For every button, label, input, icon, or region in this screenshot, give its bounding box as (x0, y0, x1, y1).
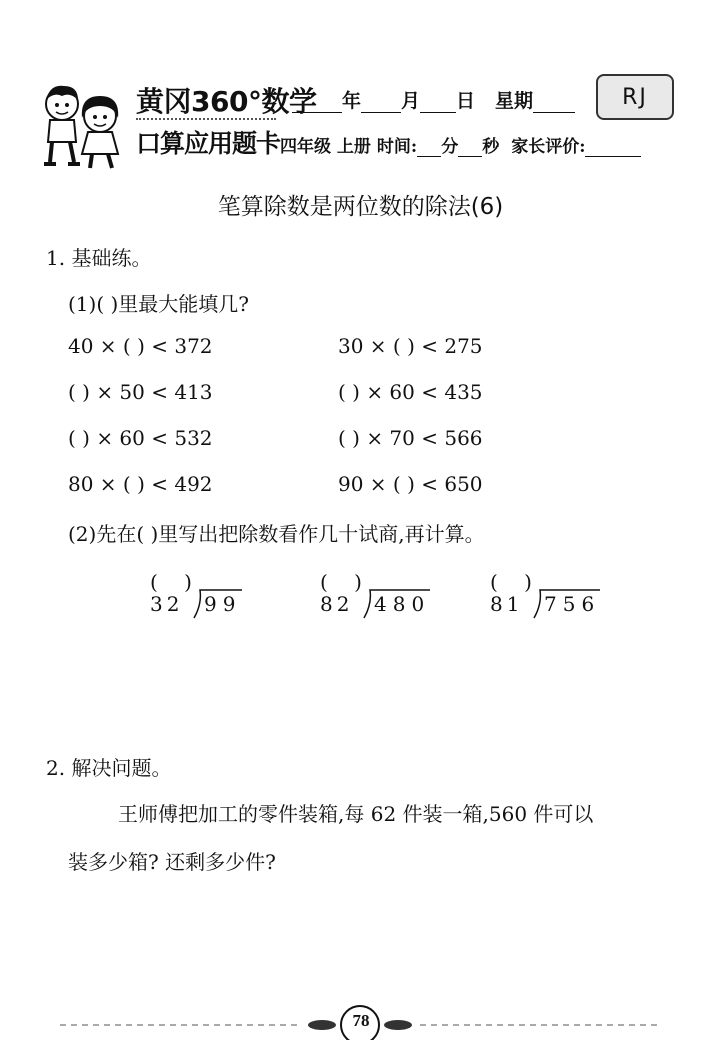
day-label: 日 (456, 90, 476, 112)
q2-problem-line1: 王师傅把加工的零件装箱,每 62 件装一箱,560 件可以 (118, 802, 594, 826)
grade-line (280, 132, 641, 157)
equation-r4-left: 80 × ( ) < 492 (68, 472, 213, 496)
year-blank[interactable] (292, 94, 342, 113)
equation-r4-right: 90 × ( ) < 650 (338, 472, 483, 496)
q1-heading: 1. 基础练。 (46, 246, 152, 270)
page-title: 笔算除数是两位数的除法(6) (217, 194, 504, 220)
month-label: 月 (401, 90, 421, 112)
quotient-paren[interactable]: ( ) (150, 570, 202, 594)
weekday-blank[interactable] (533, 94, 575, 113)
second-label: 秒 (482, 137, 500, 157)
edition-badge: RJ (596, 74, 674, 120)
grade-label: 四年级 上册 (280, 137, 371, 157)
quotient-paren[interactable]: ( ) (490, 570, 542, 594)
brand-title: 黄冈360°数学 (136, 85, 317, 118)
day-blank[interactable] (420, 94, 456, 113)
page-number: 78 (352, 1011, 370, 1030)
time-label: 时间: (376, 137, 418, 157)
q1-sub1: (1)( )里最大能填几? (68, 292, 250, 316)
equation-r1-left: 40 × ( ) < 372 (68, 334, 213, 358)
second-blank[interactable] (458, 138, 482, 157)
weekday-label: 星期 (495, 90, 534, 112)
equation-r3-left: ( ) × 60 < 532 (68, 426, 213, 450)
month-blank[interactable] (361, 94, 401, 113)
quotient-paren[interactable]: ( ) (320, 570, 372, 594)
kids-mascot-icon (34, 78, 130, 174)
q2-problem-line2: 装多少箱? 还剩多少件? (68, 850, 276, 874)
date-line (292, 86, 575, 113)
division-3 (490, 570, 650, 620)
division-2 (320, 570, 480, 620)
q2-heading: 2. 解决问题。 (46, 756, 172, 780)
division-1 (150, 570, 310, 620)
parent-eval-label: 家长评价: (511, 137, 586, 157)
divisor: 81 (490, 592, 524, 616)
q1-sub2: (2)先在( )里写出把除数看作几十试商,再计算。 (68, 522, 485, 546)
divisor: 82 (320, 592, 354, 616)
divisor: 32 (150, 592, 184, 616)
parent-eval-blank[interactable] (585, 138, 641, 157)
equation-r2-left: ( ) × 50 < 413 (68, 380, 213, 404)
minute-label: 分 (441, 137, 459, 157)
dividend: 480 (374, 592, 431, 616)
year-label: 年 (342, 90, 362, 112)
brand-divider (136, 118, 276, 120)
equation-r2-right: ( ) × 60 < 435 (338, 380, 483, 404)
dividend: 99 (204, 592, 242, 616)
brand-subtitle: 口算应用题卡 (136, 129, 281, 158)
equation-r3-right: ( ) × 70 < 566 (338, 426, 483, 450)
minute-blank[interactable] (417, 138, 441, 157)
dividend: 756 (544, 592, 601, 616)
equation-r1-right: 30 × ( ) < 275 (338, 334, 483, 358)
